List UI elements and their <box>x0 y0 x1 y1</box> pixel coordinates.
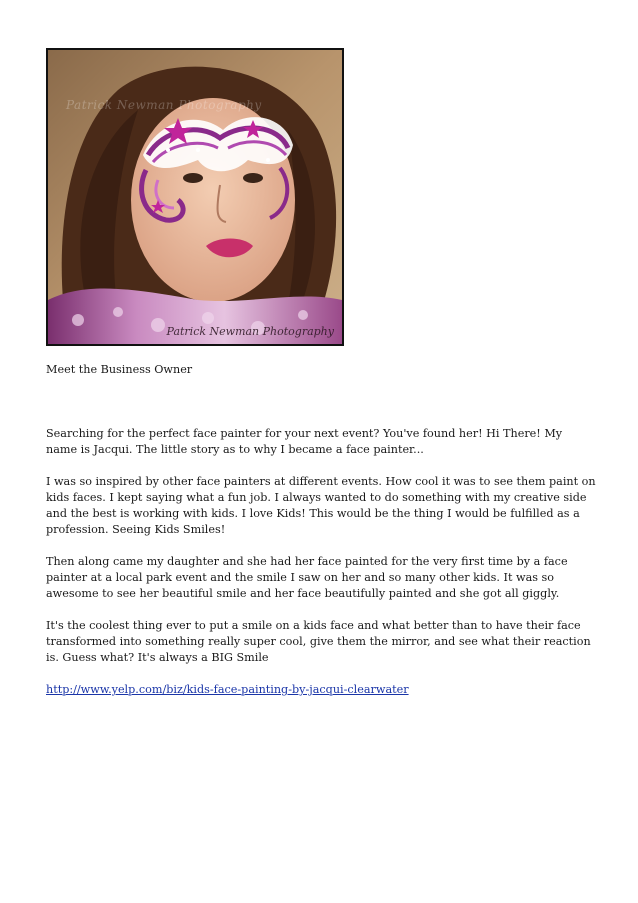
photo-illustration <box>48 50 342 344</box>
yelp-link[interactable]: http://www.yelp.com/biz/kids-face-painting-by-jacqui-clearwater <box>46 683 409 696</box>
link-paragraph <box>46 682 596 698</box>
section-heading: Meet the Business Owner <box>46 363 193 376</box>
paragraph-daughter: Then along came my daughter and she had her face painted for the very first time by a face painter at a local park event and the smile I saw on her and so many other kids. It was so awesome to see her beautiful smile and her face beautifully painted and she got all giggly. <box>46 555 568 600</box>
paragraph-intro: Searching for the perfect face painter for your next event? You've found her! Hi There! My name is Jacqui. The little story as to why I became a face painter... <box>46 427 563 456</box>
photo-watermark-top: Patrick Newman Photography <box>66 98 262 112</box>
face-painting-photo <box>46 48 344 346</box>
photo-watermark-signature: Patrick Newman Photography <box>166 325 334 338</box>
paragraph-inspiration: I was so inspired by other face painters at different events. How cool it was to see them paint on kids faces. I kept saying what a fun job. I always wanted to do something with my creative side and the best is working with kids. I love Kids! This would be the thing I would be fulfilled as a profession. Seeing Kids Smiles! <box>46 475 596 536</box>
main-content <box>46 362 596 714</box>
paragraph-smile: It's the coolest thing ever to put a smile on a kids face and what better than to have their face transformed into something really super cool, give them the mirror, and see what their reaction is. Guess what? It's always a BIG Smile <box>46 619 591 664</box>
